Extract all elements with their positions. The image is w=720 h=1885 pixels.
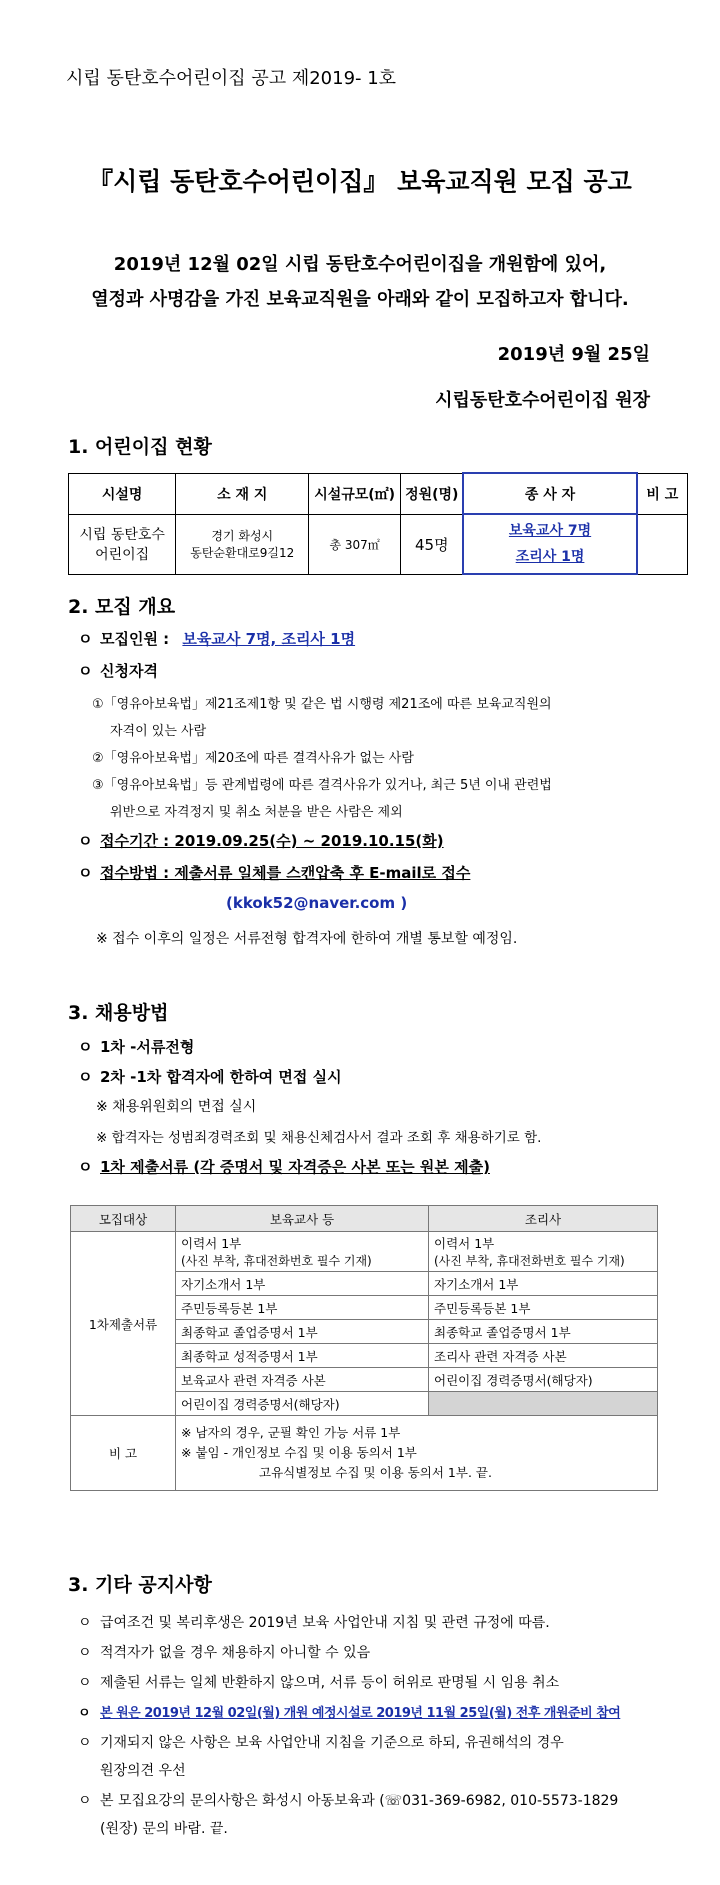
col-capacity: 정원(명) (401, 473, 464, 514)
notice-number: 시립 동탄호수어린이집 공고 제2019- 1호 (66, 68, 397, 89)
teacher-doc: 어린이집 경력증명서(해당자) (176, 1392, 429, 1416)
cook-resume-title: 이력서 1부 (434, 1236, 495, 1251)
remark-cell (176, 1416, 658, 1491)
step-2-text: 2차 -1차 합격자에 한하여 면접 실시 (100, 1068, 342, 1086)
notice-date: 2019년 9월 25일 (497, 344, 650, 365)
facility-table-header (69, 473, 688, 514)
qualification-label: 신청자격 (100, 662, 158, 680)
notice-item-3-text: 제출된 서류는 일체 반환하지 않으며, 서류 등이 허위로 판명될 시 임용 취소 (100, 1675, 560, 1691)
schedule-note: ※ 접수 이후의 일정은 서류전형 합격자에 한하여 개별 통보할 예정임. (96, 931, 518, 947)
col-teacher: 보육교사 등 (176, 1206, 429, 1232)
step-1 (78, 1036, 194, 1057)
notice-item-2 (78, 1642, 370, 1662)
bullet: ㅇ (78, 1645, 92, 1661)
notice-item-3 (78, 1672, 559, 1692)
notice-item-6-cont: (원장) 문의 바람. 끝. (100, 1821, 228, 1837)
teacher-doc: 보육교사 관련 자격증 사본 (176, 1368, 429, 1392)
bullet: ㅇ (78, 1158, 93, 1176)
documents-heading-text: 1차 제출서류 (각 증명서 및 자격증은 사본 또는 원본 제출) (100, 1158, 490, 1176)
bullet: ㅇ (78, 1793, 92, 1809)
step-1-text: 1차 -서류전형 (100, 1038, 195, 1056)
notice-signer: 시립동탄호수어린이집 원장 (435, 390, 650, 411)
documents-table-header (71, 1206, 658, 1232)
facility-capacity-cell: 45명 (401, 514, 464, 574)
intro-line-2: 열정과 사명감을 가진 보육교직원을 아래와 같이 모집하고자 합니다. (91, 289, 629, 310)
facility-table-row (69, 514, 688, 574)
cook-doc: 자기소개서 1부 (429, 1272, 658, 1296)
recruit-count (78, 628, 355, 649)
cook-doc: 조리사 관련 자격증 사본 (429, 1344, 658, 1368)
teacher-doc: 최종학교 졸업증명서 1부 (176, 1320, 429, 1344)
hiring-note: ※ 합격자는 성범죄경력조회 및 채용신체검사서 결과 조회 후 채용하기로 함. (96, 1130, 542, 1146)
application-period-text: 접수기간 : 2019.09.25(수) ~ 2019.10.15(화) (100, 832, 444, 850)
teacher-doc: 자기소개서 1부 (176, 1272, 429, 1296)
facility-remark-cell (637, 514, 688, 574)
notice-item-5-text: 기재되지 않은 사항은 보육 사업안내 지침을 기준으로 하되, 유권해석의 경우 (100, 1735, 564, 1751)
qualification-2: ②「영유아보육법」제20조에 따른 결격사유가 없는 사람 (92, 751, 414, 766)
section-2-heading: 2. 모집 개요 (68, 596, 176, 618)
section-3-heading: 3. 채용방법 (68, 1002, 169, 1024)
col-staff: 종 사 자 (463, 473, 636, 514)
col-cook: 조리사 (429, 1206, 658, 1232)
cook-doc: 최종학교 졸업증명서 1부 (429, 1320, 658, 1344)
bullet: ㅇ (78, 832, 93, 850)
interview-note: ※ 채용위원회의 면접 실시 (96, 1099, 257, 1115)
bullet: ㅇ (78, 1615, 92, 1631)
recruit-value: 보육교사 7명, 조리사 1명 (182, 630, 356, 648)
facility-size-cell: 총 307㎡ (309, 514, 401, 574)
remark-line-2: ※ 붙임 - 개인정보 수집 및 이용 동의서 1부 (181, 1445, 417, 1460)
notice-item-6 (78, 1790, 618, 1810)
remark-line-1: ※ 남자의 경우, 군필 확인 가능 서류 1부 (181, 1425, 401, 1440)
page-title: 『시립 동탄호수어린이집』 보육교직원 모집 공고 (88, 167, 632, 196)
bullet: ㅇ (78, 1675, 92, 1691)
bullet: ㅇ (78, 1068, 93, 1086)
staff-teachers: 보육교사 7명 (508, 523, 592, 539)
teacher-resume-note: (사진 부착, 휴대전화번호 필수 기재) (181, 1254, 372, 1268)
notice-item-4-text: 본 원은 2019년 12월 02일(월) 개원 예정시설로 2019년 11월 25일(월) 전후 개원준비 참여 (100, 1706, 621, 1721)
facility-location-cell (176, 514, 309, 574)
application-period (78, 830, 444, 851)
bullet: ㅇ (78, 1706, 91, 1721)
teacher-resume-title: 이력서 1부 (181, 1236, 242, 1251)
qualification-1a: ①「영유아보육법」제21조제1항 및 같은 법 시행령 제21조에 따른 보육교직원의 (92, 697, 552, 712)
staff-cook: 조리사 1명 (515, 549, 585, 565)
table-row (71, 1416, 658, 1491)
teacher-doc-resume (176, 1232, 429, 1272)
notice-item-5-cont: 원장의견 우선 (100, 1763, 186, 1779)
cook-doc-resume (429, 1232, 658, 1272)
intro-line-1: 2019년 12월 02일 시립 동탄호수어린이집을 개원함에 있어, (113, 254, 607, 275)
notice-item-1 (78, 1612, 550, 1632)
bullet: ㅇ (78, 1038, 93, 1056)
col-location: 소 재 지 (176, 473, 309, 514)
facility-staff-cell (463, 514, 636, 574)
remark-line-3: 고유식별정보 수집 및 이용 동의서 1부. 끝. (259, 1465, 492, 1480)
qualification-1b: 자격이 있는 사람 (110, 724, 207, 739)
contact-email[interactable]: (kkok52@naver.com ) (226, 894, 408, 912)
cook-doc: 주민등록등본 1부 (429, 1296, 658, 1320)
notice-item-4 (78, 1702, 620, 1721)
notice-item-2-text: 적격자가 없을 경우 채용하지 아니할 수 있음 (100, 1645, 371, 1661)
facility-name-line-1: 시립 동탄호수 (79, 527, 165, 543)
application-method (78, 862, 470, 883)
qualification-heading (78, 660, 158, 681)
step-2 (78, 1066, 342, 1087)
documents-table (70, 1205, 658, 1491)
cook-doc: 어린이집 경력증명서(해당자) (429, 1368, 658, 1392)
col-remark: 비 고 (637, 473, 688, 514)
application-method-text: 접수방법 : 제출서류 일체를 스캔압축 후 E-mail로 접수 (100, 864, 471, 882)
documents-row-label: 1차제출서류 (71, 1232, 176, 1416)
recruit-label: 모집인원 : (100, 630, 170, 648)
location-line-2: 동탄순환대로9길12 (190, 546, 295, 560)
teacher-doc: 최종학교 성적증명서 1부 (176, 1344, 429, 1368)
bullet: ㅇ (78, 662, 93, 680)
col-target: 모집대상 (71, 1206, 176, 1232)
cook-resume-note: (사진 부착, 휴대전화번호 필수 기재) (434, 1254, 625, 1268)
table-row (71, 1232, 658, 1272)
bullet: ㅇ (78, 864, 93, 882)
location-line-1: 경기 화성시 (211, 529, 274, 543)
teacher-doc: 주민등록등본 1부 (176, 1296, 429, 1320)
col-facility-name: 시설명 (69, 473, 176, 514)
facility-name-cell (69, 514, 176, 574)
empty-cell (429, 1392, 658, 1416)
remark-label: 비 고 (71, 1416, 176, 1491)
notice-item-5 (78, 1732, 564, 1752)
documents-heading (78, 1156, 490, 1177)
bullet: ㅇ (78, 1735, 92, 1751)
notice-item-6-text: 본 모집요강의 문의사항은 화성시 아동보육과 (☏031-369-6982, 010-5573-1829 (100, 1793, 619, 1809)
facility-name-line-2: 어린이집 (95, 547, 150, 563)
qualification-3b: 위반으로 자격정지 및 취소 처분을 받은 사람은 제외 (110, 805, 403, 820)
facility-table (68, 472, 688, 575)
notice-item-1-text: 급여조건 및 복리후생은 2019년 보육 사업안내 지침 및 관련 규정에 따름. (100, 1615, 550, 1631)
section-1-heading: 1. 어린이집 현황 (68, 436, 212, 458)
section-4-heading: 3. 기타 공지사항 (68, 1574, 212, 1596)
bullet: ㅇ (78, 630, 93, 648)
col-size: 시설규모(㎡) (309, 473, 401, 514)
qualification-3a: ③「영유아보육법」등 관계법령에 따른 결격사유가 있거나, 최근 5년 이내 관련법 (92, 778, 552, 793)
